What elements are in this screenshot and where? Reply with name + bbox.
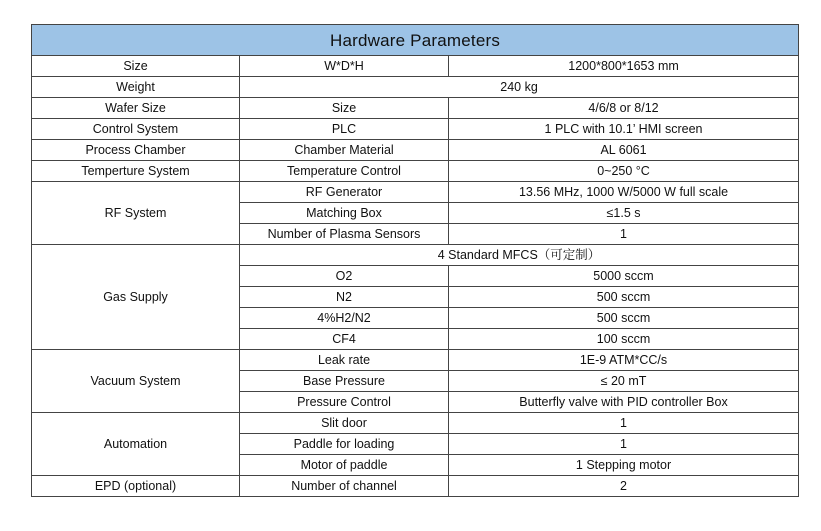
table-row	[32, 182, 799, 203]
value-cell: 5000 sccm	[449, 266, 799, 287]
table-row	[32, 119, 799, 140]
hardware-parameters-table	[31, 24, 799, 497]
value-cell: 1	[449, 413, 799, 434]
row-label-weight: Weight	[32, 77, 240, 98]
value-cell: 1 Stepping motor	[449, 455, 799, 476]
param-cell: PLC	[240, 119, 449, 140]
value-cell: 240 kg	[240, 77, 799, 98]
table-row	[32, 350, 799, 371]
param-cell: RF Generator	[240, 182, 449, 203]
value-cell: AL 6061	[449, 140, 799, 161]
row-label-epd: EPD (optional)	[32, 476, 240, 497]
table-row	[32, 77, 799, 98]
value-cell: 4/6/8 or 8/12	[449, 98, 799, 119]
table-row	[32, 56, 799, 77]
value-cell: 100 sccm	[449, 329, 799, 350]
value-cell: 1 PLC with 10.1’ HMI screen	[449, 119, 799, 140]
param-cell: Chamber Material	[240, 140, 449, 161]
value-cell: 1E-9 ATM*CC/s	[449, 350, 799, 371]
param-cell: 4%H2/N2	[240, 308, 449, 329]
row-label-gas-supply: Gas Supply	[32, 245, 240, 350]
row-label-control-system: Control System	[32, 119, 240, 140]
table-row	[32, 161, 799, 182]
value-cell: 500 sccm	[449, 287, 799, 308]
value-cell: 1	[449, 224, 799, 245]
value-cell: Butterfly valve with PID controller Box	[449, 392, 799, 413]
param-cell: Paddle for loading	[240, 434, 449, 455]
table-row	[32, 98, 799, 119]
hardware-parameters-table-container	[31, 24, 798, 497]
param-cell: Number of channel	[240, 476, 449, 497]
value-cell: 13.56 MHz, 1000 W/5000 W full scale	[449, 182, 799, 203]
param-cell: Motor of paddle	[240, 455, 449, 476]
row-label-process-chamber: Process Chamber	[32, 140, 240, 161]
row-label-size: Size	[32, 56, 240, 77]
value-cell: ≤ 20 mT	[449, 371, 799, 392]
table-title: Hardware Parameters	[32, 25, 799, 56]
value-cell: 0~250 °C	[449, 161, 799, 182]
param-cell: Base Pressure	[240, 371, 449, 392]
value-cell: 1	[449, 434, 799, 455]
table-row	[32, 245, 799, 266]
param-cell: Temperature Control	[240, 161, 449, 182]
param-cell: N2	[240, 287, 449, 308]
param-cell: Matching Box	[240, 203, 449, 224]
row-label-rf-system: RF System	[32, 182, 240, 245]
param-cell: Number of Plasma Sensors	[240, 224, 449, 245]
row-label-temperature-system: Temperture System	[32, 161, 240, 182]
param-cell: CF4	[240, 329, 449, 350]
gas-supply-header: 4 Standard MFCS（可定制）	[240, 245, 799, 266]
row-label-wafer-size: Wafer Size	[32, 98, 240, 119]
value-cell: 2	[449, 476, 799, 497]
table-title-row	[32, 25, 799, 56]
row-label-automation: Automation	[32, 413, 240, 476]
param-cell: O2	[240, 266, 449, 287]
value-cell: 1200*800*1653 mm	[449, 56, 799, 77]
param-cell: Slit door	[240, 413, 449, 434]
value-cell: 500 sccm	[449, 308, 799, 329]
value-cell: ≤1.5 s	[449, 203, 799, 224]
table-row	[32, 140, 799, 161]
param-cell: Pressure Control	[240, 392, 449, 413]
param-cell: Size	[240, 98, 449, 119]
param-cell: W*D*H	[240, 56, 449, 77]
table-row	[32, 476, 799, 497]
row-label-vacuum-system: Vacuum System	[32, 350, 240, 413]
param-cell: Leak rate	[240, 350, 449, 371]
table-row	[32, 413, 799, 434]
